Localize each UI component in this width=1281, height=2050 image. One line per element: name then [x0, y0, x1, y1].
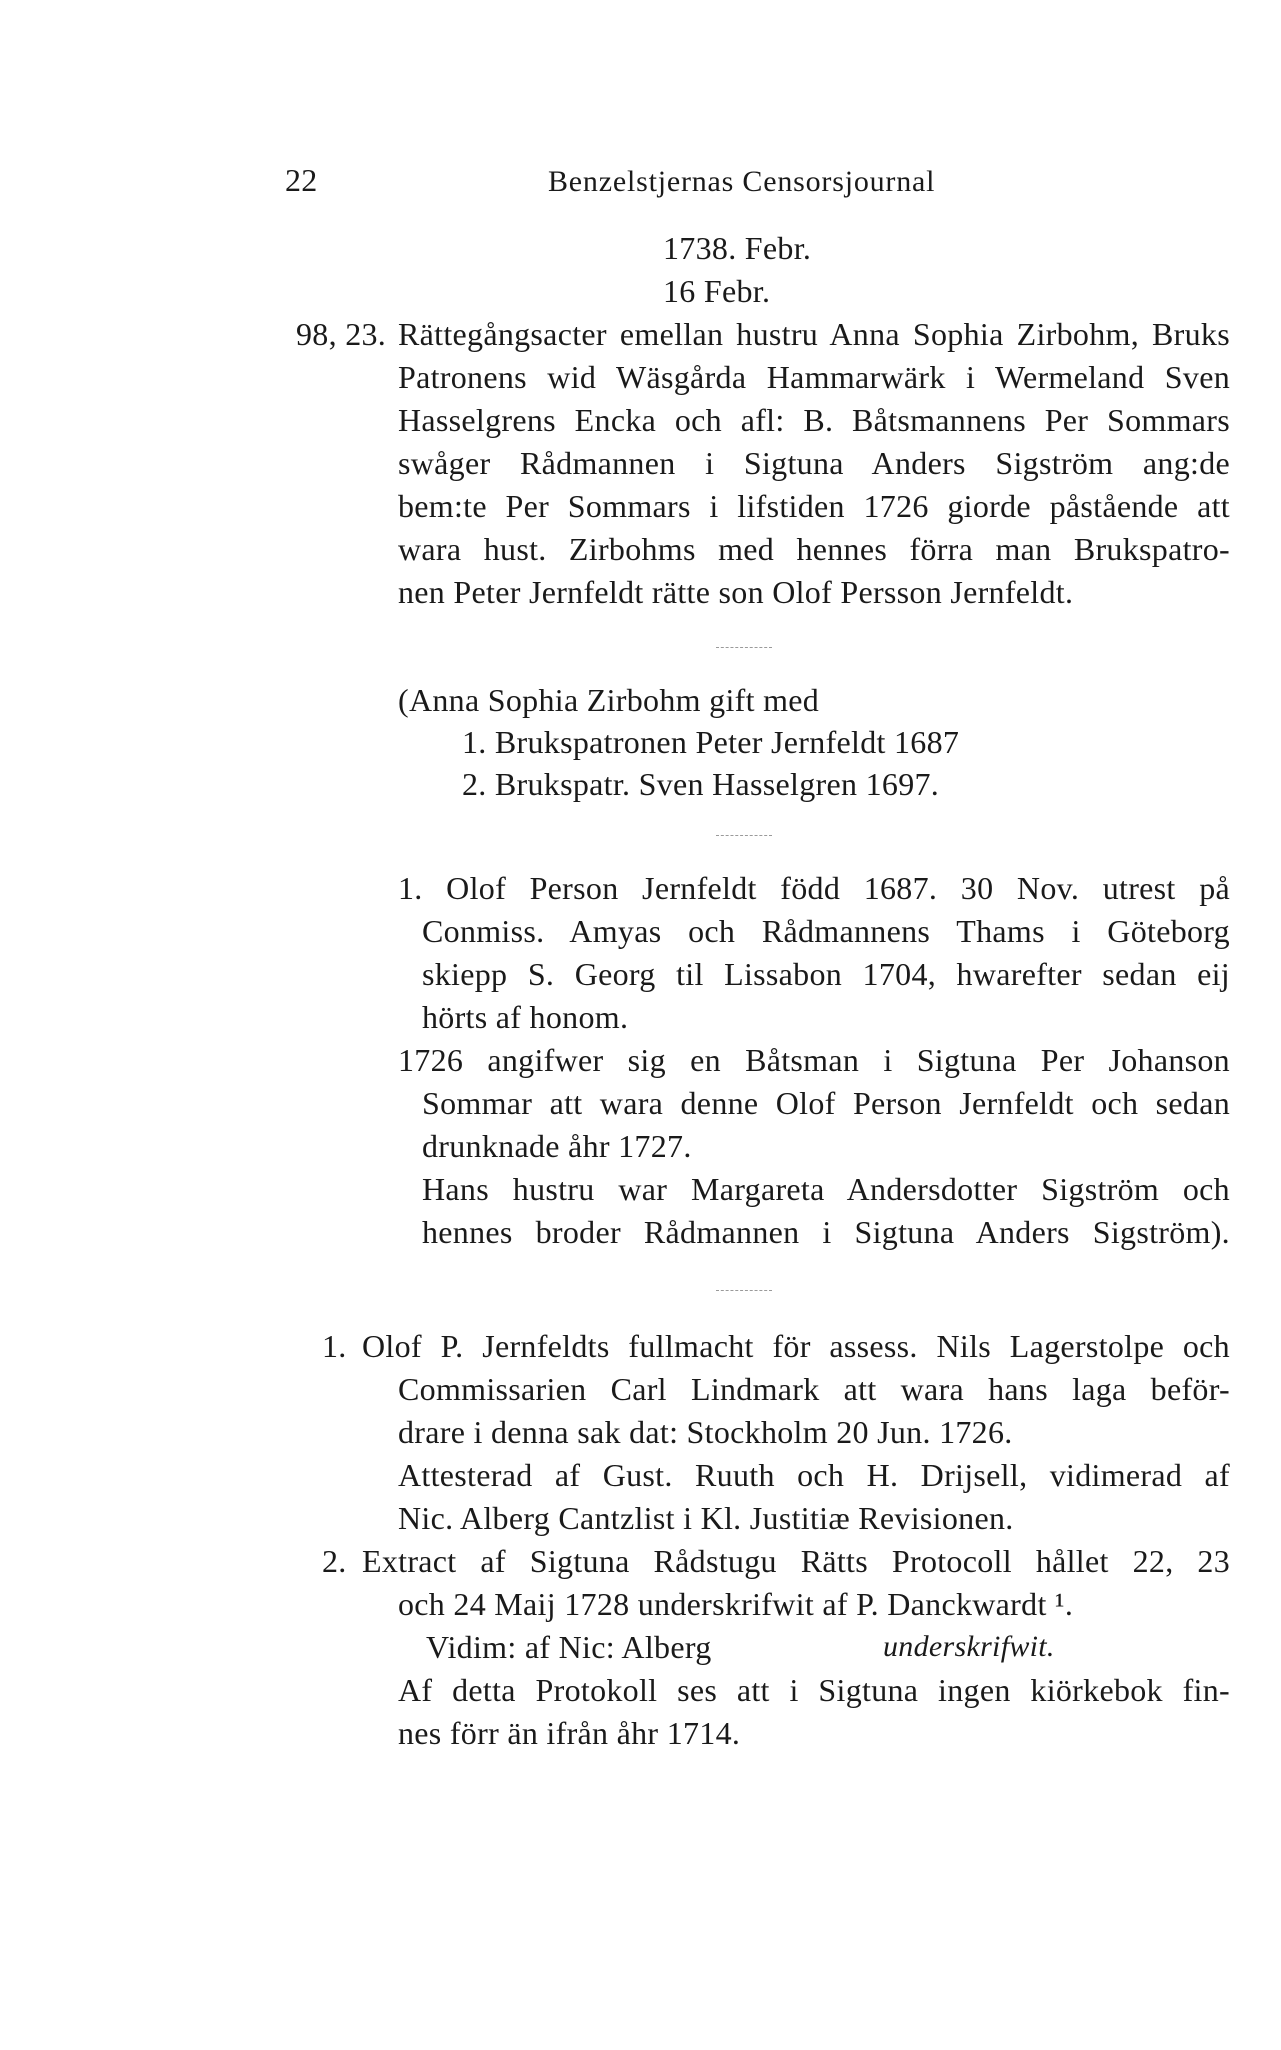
son-note-line: 1. Olof Person Jernfeldt född 1687. 30 Nov. utrest på	[398, 870, 1230, 906]
son-note-line: Hans hustru war Margareta Andersdotter Sigström och	[422, 1171, 1230, 1207]
document-item-line: Commissarien Carl Lindmark att wara hans laga beför-	[398, 1371, 1230, 1407]
section-divider	[716, 647, 772, 648]
entry-line: wara hust. Zirbohms med hennes förra man Brukspatro-	[398, 531, 1230, 567]
entry-line: Rättegångsacter emellan hustru Anna Sophia Zirbohm, Bruks	[398, 316, 1230, 352]
vidimation-label: Vidim: af Nic: Alberg	[426, 1629, 712, 1665]
son-note-line: 1726 angifwer sig en Båtsman i Sigtuna Per Johanson	[398, 1042, 1230, 1078]
son-note-line: drunknade åhr 1727.	[422, 1128, 692, 1164]
document-item-line: Af detta Protokoll ses att i Sigtuna ingen kiörkebok fin-	[398, 1672, 1230, 1708]
document-item-line: Attesterad af Gust. Ruuth och H. Drijsell, vidimerad af	[398, 1457, 1230, 1493]
son-note-line: Conmiss. Amyas och Rådmannens Thams i Göteborg	[422, 913, 1230, 949]
marriage-note-item: 2. Brukspatr. Sven Hasselgren 1697.	[462, 766, 940, 802]
son-note-block	[398, 868, 1230, 1258]
document-item-number: 1.	[322, 1328, 347, 1364]
son-note-line: hennes broder Rådmannen i Sigtuna Anders Sigström).	[422, 1214, 1230, 1250]
document-item-line: Extract af Sigtuna Rådstugu Rätts Protocoll hållet 22, 23	[362, 1543, 1230, 1579]
entry-line: Patronens wid Wäsgårda Hammarwärk i Wermeland Sven	[398, 359, 1230, 395]
documents-block	[322, 1326, 1230, 1766]
document-item-line: Olof P. Jernfeldts fullmacht för assess. Nils Lagerstolpe och	[362, 1328, 1230, 1364]
section-divider	[716, 1290, 772, 1291]
section-divider	[716, 835, 772, 836]
document-item-line: nes förr än ifrån åhr 1714.	[398, 1715, 741, 1751]
date-line-year: 1738. Febr.	[663, 230, 812, 266]
son-note-line: hörts af honom.	[422, 999, 629, 1035]
entry-line: nen Peter Jernfeldt rätte son Olof Persson Jernfeldt.	[398, 574, 1074, 610]
entry-block	[296, 314, 1230, 614]
vidimation-signature: underskrifwit.	[883, 1630, 1055, 1663]
marriage-note-item: 1. Brukspatronen Peter Jernfeldt 1687	[462, 724, 960, 760]
document-item-line: och 24 Maij 1728 underskrifwit af P. Danckwardt ¹.	[398, 1586, 1074, 1622]
date-line-day: 16 Febr.	[663, 273, 771, 309]
document-item-number: 2.	[322, 1543, 347, 1579]
son-note-line: skiepp S. Georg til Lissabon 1704, hwarefter sedan eij	[422, 956, 1230, 992]
entry-line: Hasselgrens Encka och afl: B. Båtsmannens Per Sommars	[398, 402, 1230, 438]
document-item-line: Nic. Alberg Cantzlist i Kl. Justitiæ Revisionen.	[398, 1500, 1014, 1536]
marriage-note-intro: (Anna Sophia Zirbohm gift med	[398, 682, 820, 718]
page-number: 22	[285, 162, 318, 198]
entry-line: bem:te Per Sommars i lifstiden 1726 giorde påstående att	[398, 488, 1230, 524]
entry-line: swåger Rådmannen i Sigtuna Anders Sigström ang:de	[398, 445, 1230, 481]
son-note-line: Sommar att wara denne Olof Person Jernfeldt och sedan	[422, 1085, 1230, 1121]
document-item-line: drare i denna sak dat: Stockholm 20 Jun. 1726.	[398, 1414, 1013, 1450]
entry-reference: 98, 23.	[296, 316, 387, 352]
running-title: Benzelstjernas Censorsjournal	[548, 165, 936, 198]
